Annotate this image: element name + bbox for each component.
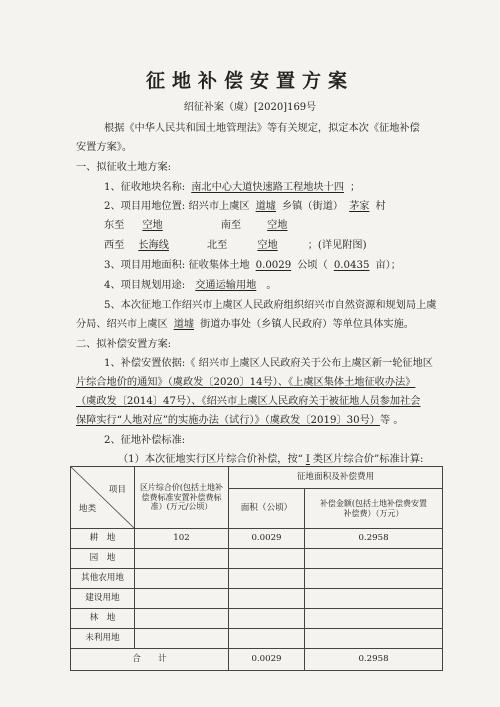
diagonal-line bbox=[71, 467, 134, 528]
total-area: 0.0029 bbox=[229, 649, 305, 671]
basis-line-3: （虞政发〔2014〕47号）、《绍兴市上虞区人民政府关于被征地人员参加社会 bbox=[76, 396, 421, 407]
intro-line-1: 根据《中华人民共和国土地管理法》等有关规定，拟定本次《征地补偿 bbox=[104, 123, 420, 134]
table-row: 林 地 bbox=[71, 609, 443, 629]
south-value: 空地 bbox=[267, 220, 288, 231]
item5-b: 街道办事处（乡镇人民政府）等单位具体实施。 bbox=[200, 319, 414, 330]
standard-line bbox=[118, 450, 423, 465]
document-title: 征地补偿安置方案 bbox=[145, 70, 354, 92]
bounds-end: ；(详见附图) bbox=[307, 240, 367, 251]
basis-line-4a: 保障实行“人地对应”的实施办法（试行）》（虞政发〔2019〕30号） bbox=[76, 415, 380, 426]
item4-value: 交通运输用地 bbox=[195, 280, 257, 291]
table-row: 其他农用地 bbox=[71, 569, 443, 589]
document-number: 绍征补案（虞）[2020]169号 bbox=[183, 102, 317, 113]
total-label: 合 计 bbox=[71, 649, 229, 671]
item5-a: 分局、绍兴市上虞区 bbox=[76, 319, 168, 330]
standard-line-b: 类区片综合价”标准计算: bbox=[312, 454, 424, 465]
item4-end: 。 bbox=[266, 280, 277, 291]
north-label: 北至 bbox=[206, 240, 228, 251]
item5-town: 道墟 bbox=[173, 319, 195, 330]
compensation-table bbox=[70, 466, 443, 671]
table-diagonal-header bbox=[71, 467, 135, 529]
item3-line bbox=[104, 256, 401, 271]
amount-header: 补偿金额(包括土地补偿费安置 补偿费）（万元） bbox=[305, 489, 443, 529]
item4-label: 4、项目规划用途: bbox=[104, 280, 186, 291]
intro-line-2: 安置方案》。 bbox=[76, 142, 133, 153]
item2-line bbox=[104, 197, 386, 212]
bounds-line-1 bbox=[104, 216, 314, 231]
diag-header-bottom: 地类 bbox=[79, 503, 97, 514]
item1-end: ； bbox=[350, 182, 361, 193]
item2-end: 村 bbox=[375, 201, 386, 212]
north-value: 空地 bbox=[257, 240, 278, 251]
east-value: 空地 bbox=[142, 220, 163, 231]
east-label: 东至 bbox=[104, 220, 125, 231]
basis-line-4b: 等 。 bbox=[379, 415, 404, 426]
section1-heading: 一、拟征收土地方案: bbox=[76, 162, 172, 173]
section2-heading: 二、拟补偿安置方案: bbox=[76, 339, 172, 350]
table-row: 耕 地 102 0.0029 0.2958 bbox=[71, 529, 443, 549]
item2-label: 2、项目用地位置: 绍兴市上虞区 bbox=[104, 201, 250, 212]
standard-heading: 2、征地补偿标准: bbox=[104, 435, 186, 446]
group-header: 征地面积及补偿费用 bbox=[229, 467, 443, 489]
item3-a: 3、项目用地面积: 征收集体土地 bbox=[104, 260, 250, 271]
price-header: 区片综合价(包括土地补 偿费标准安置补偿费标 准）(万元/公顷） bbox=[135, 467, 229, 529]
item2-village: 茅家 bbox=[349, 201, 370, 212]
bounds-line-2 bbox=[104, 236, 367, 251]
area-header: 面积（公顷） bbox=[229, 489, 305, 529]
item3-area: 0.0029 bbox=[255, 260, 292, 271]
table-row: 建设用地 bbox=[71, 589, 443, 609]
total-amount: 0.2958 bbox=[305, 649, 443, 671]
item3-b: 公顷（ bbox=[297, 260, 328, 271]
table-total-row bbox=[71, 649, 443, 671]
south-label: 南至 bbox=[220, 220, 242, 231]
item3-c: 亩）； bbox=[375, 260, 401, 271]
basis-line-1: 1、补偿安置依据:《 绍兴市上虞区人民政府关于公布上虞区新一轮征地区 bbox=[104, 358, 433, 369]
item2-town: 道墟 bbox=[255, 201, 276, 212]
item3-mu: 0.0435 bbox=[333, 260, 370, 271]
item2-mid: 乡镇（街道） bbox=[281, 201, 344, 212]
item5-line-1: 5、本次征地工作绍兴市上虞区人民政府组织绍兴市自然资源和规划局上虞 bbox=[104, 300, 437, 311]
standard-line-a: （1）本次征地实行区片综合价补偿，按“ bbox=[118, 454, 303, 465]
diag-header-top: 项目 bbox=[108, 485, 126, 495]
item1-value: 南北中心大道快速路工程地块十四 bbox=[191, 182, 345, 193]
west-value: 长海线 bbox=[138, 240, 169, 251]
item5-line-2 bbox=[76, 315, 414, 330]
standard-class: Ⅰ bbox=[305, 454, 310, 465]
item1-line bbox=[104, 178, 360, 193]
west-label: 西至 bbox=[104, 240, 125, 251]
table-row: 园 地 bbox=[71, 549, 443, 569]
basis-line-2: 片综合地价的通知》（虞政发〔2020〕14号）、《上虞区集体土地征收办法》 bbox=[76, 377, 416, 388]
basis-line-4 bbox=[76, 411, 404, 426]
item1-label: 1、征收地块名称: bbox=[104, 182, 186, 193]
table-row: 未利用地 bbox=[71, 629, 443, 649]
item4-line bbox=[104, 276, 277, 291]
